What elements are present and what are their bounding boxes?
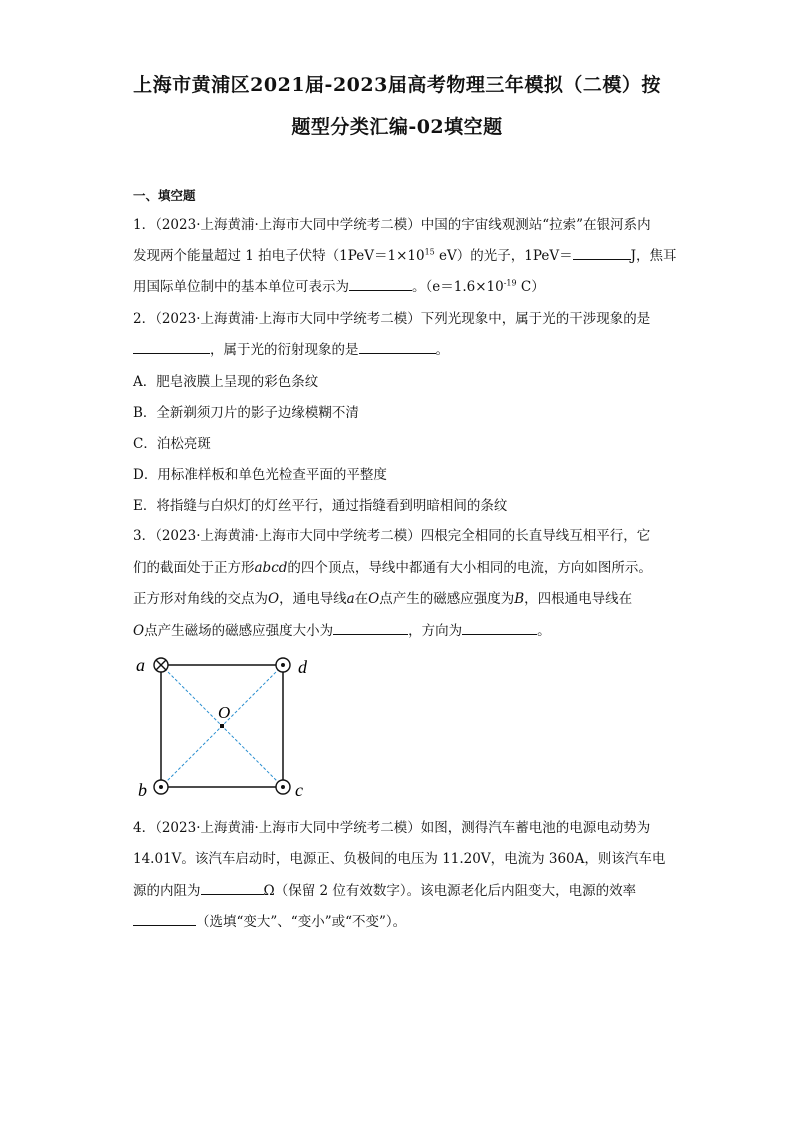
q4-answer-blank-2[interactable] [133,911,196,926]
wire-d-dot-icon [276,658,290,672]
q3-italic-a: a [346,591,355,607]
q1-line-3 [133,275,545,295]
q3-italic-abcd: abcd [254,560,288,576]
q2-option-c: C．泊松亮斑 [133,436,211,452]
q4-line-3 [133,879,636,899]
q1-answer-blank-2[interactable] [349,276,412,291]
q1-text: 用国际单位制中的基本单位可表示为 [133,279,349,295]
q2-answer-blank-2[interactable] [359,339,436,354]
q4-answer-blank-1[interactable] [201,880,264,895]
q3-text: 正方形对角线的交点为 [133,591,268,607]
q1-text: 。（e＝1.6×10 [412,279,504,295]
q1-exponent: -19 [503,278,517,288]
q1-text: J，焦耳 [630,248,677,264]
q3-text: 在 [354,591,369,607]
q3-text: ，方向为 [408,623,463,639]
document-title-line-2: 题型分类汇编-02填空题 [291,116,503,138]
q4-text: 源的内阻为 [133,883,201,899]
q2-option-d: D．用标准样板和单色光检查平面的平整度 [133,467,387,483]
section-heading: 一、填空题 [133,188,196,203]
wire-a-cross-icon [154,658,168,672]
q3-line-2 [133,556,652,576]
label-d: d [298,657,307,677]
q1-text: 发现两个能量超过 1 拍电子伏特（1PeV＝1×10 [133,248,425,264]
q1-answer-blank-1[interactable] [573,245,631,260]
q3-answer-blank-1[interactable] [333,620,408,635]
q4-line-4 [133,910,406,930]
q4-text: （选填“变大”、“变小”或“不变”）。 [196,914,407,930]
q2-option-e: E．将指缝与白炽灯的灯丝平行，通过指缝看到明暗相间的条纹 [133,498,508,514]
q1-exponent: 15 [424,247,435,257]
label-o: O [218,703,231,722]
q3-text: ，通电导线 [279,591,347,607]
wire-c-dot-icon [276,780,290,794]
q1-text: C） [516,279,545,295]
q3-line-3 [133,587,632,607]
q1-line-1: 1．（2023·上海黄浦·上海市大同中学统考二模）中国的宇宙线观测站“拉索”在银河系内 [133,217,651,233]
q2-line-2 [133,338,449,358]
q2-answer-blank-1[interactable] [133,339,210,354]
label-c: c [295,780,303,800]
q2-text: ，属于光的衍射现象的是 [210,342,359,358]
document-title-line-1: 上海市黄浦区2021届-2023届高考物理三年模拟（二模）按 [133,74,661,96]
center-point-o [220,724,224,728]
q2-text: 。 [435,342,449,358]
q4-line-2: 14.01V。该汽车启动时，电源正、负极间的电压为 11.20V，电流为 360A，则该汽车电 [133,851,666,867]
q4-text: Ω（保留 2 位有效数字）。该电源老化后内阻变大，电源的效率 [263,883,637,899]
q1-line-2 [133,244,677,264]
q3-line-4 [133,619,551,639]
q3-text: 的四个顶点，导线中都通有大小相同的电流，方向如图所示。 [287,560,652,576]
wire-b-dot-icon [154,780,168,794]
q2-option-a: A．肥皂液膜上呈现的彩色条纹 [133,374,319,390]
wire-square-figure [133,650,323,800]
q2-line-1: 2．（2023·上海黄浦·上海市大同中学统考二模）下列光现象中，属于光的干涉现象的是 [133,311,651,327]
label-b: b [138,780,147,800]
q3-italic-b: B [514,591,525,607]
q3-italic-o: O [368,591,380,607]
q3-text: 点产生的磁感应强度为 [379,591,515,607]
q3-text: ，四根通电导线在 [524,591,633,607]
q3-text: 们的截面处于正方形 [133,560,255,576]
q3-text: 点产生磁场的磁感应强度大小为 [144,623,334,639]
q2-option-b: B．全新剃须刀片的影子边缘模糊不清 [133,405,359,421]
q3-answer-blank-2[interactable] [462,620,537,635]
q1-text: eV）的光子，1PeV＝ [434,248,573,264]
q3-italic-o: O [268,591,280,607]
label-a: a [136,655,145,675]
q3-line-1: 3．（2023·上海黄浦·上海市大同中学统考二模）四根完全相同的长直导线互相平行，它 [133,528,651,544]
q3-text: 。 [537,623,551,639]
q3-italic-o: O [133,623,145,639]
q4-line-1: 4．（2023·上海黄浦·上海市大同中学统考二模）如图，测得汽车蓄电池的电源电动势为 [133,820,651,836]
